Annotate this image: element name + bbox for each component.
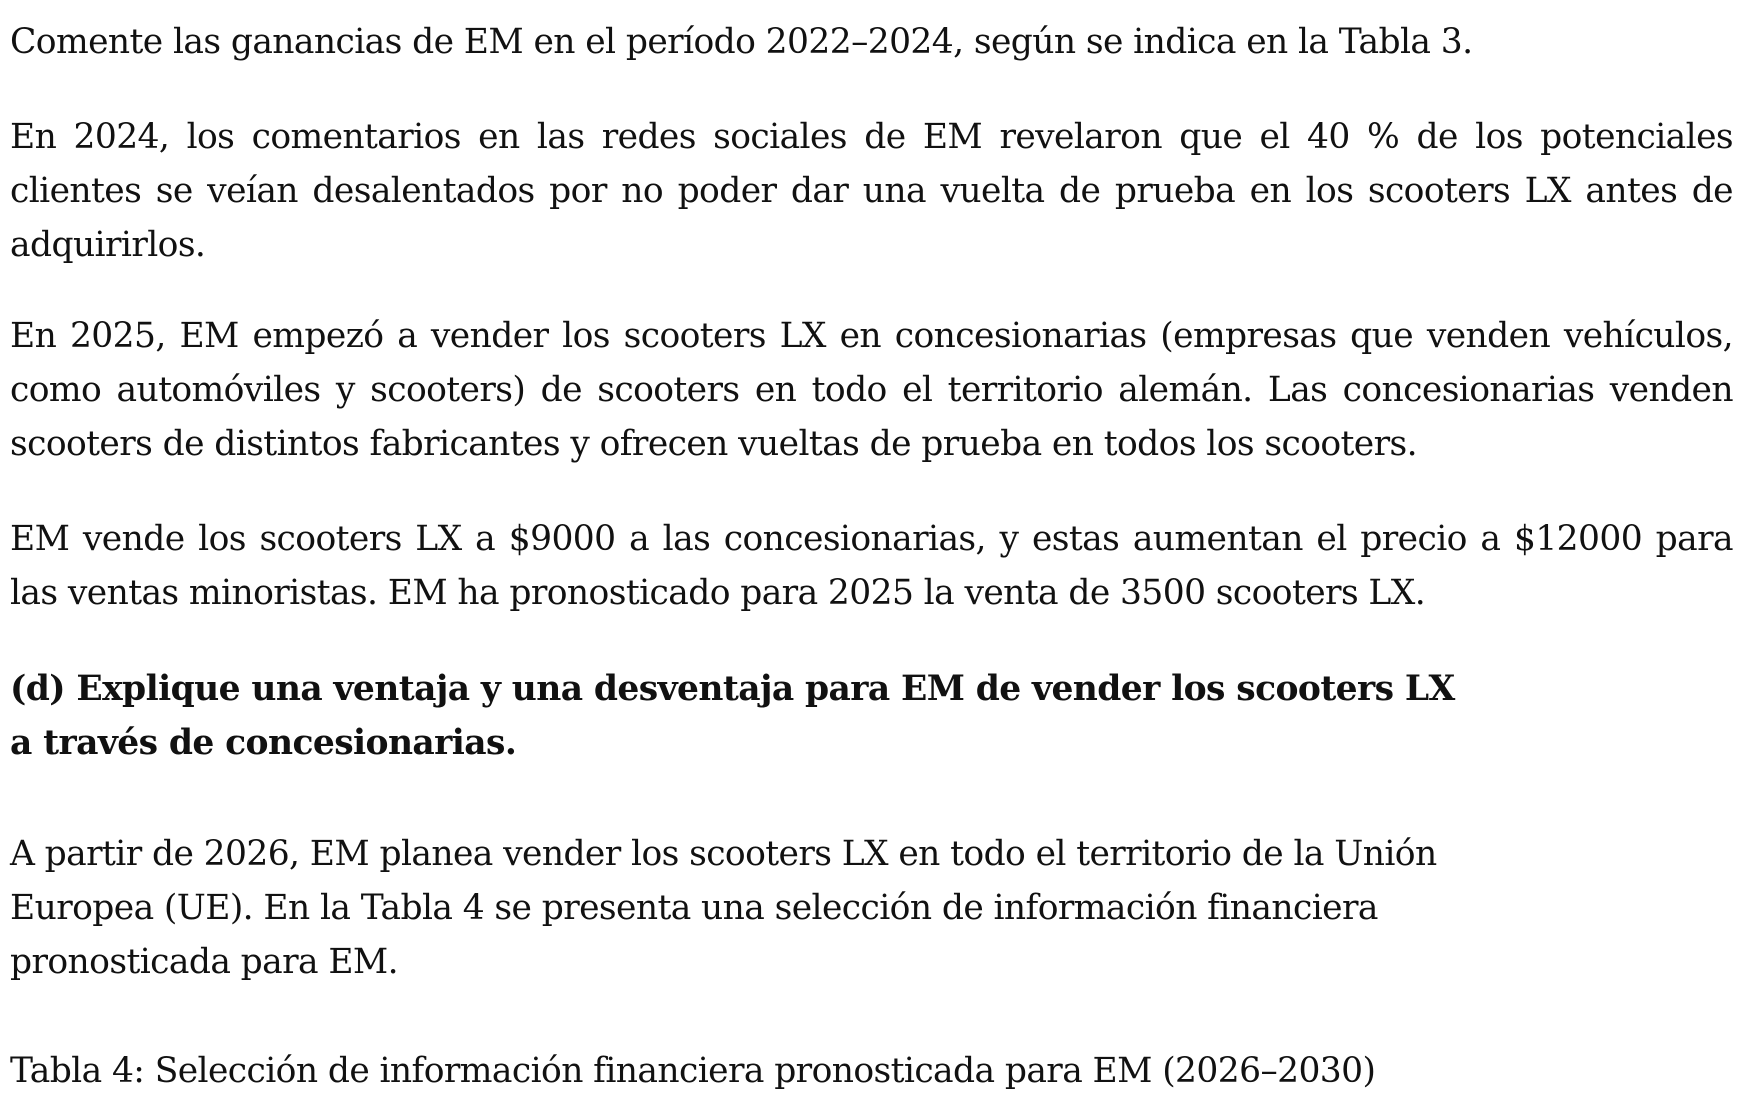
paragraph-eu-expansion: A partir de 2026, EM planea vender los scooters LX en todo el territorio de la Unión Europea (UE). En la Tabla 4 se presenta una selección de información financiera pronosticada para EM.	[10, 834, 1437, 982]
question-d: (d) Explique una ventaja y una desventaja para EM de vender los scooters LX a través de concesionarias.	[10, 669, 1455, 763]
paragraph-dealerships: En 2025, EM empezó a vender los scooters LX en concesionarias (empresas que venden vehículos, como automóviles y scooters) de scooters en todo el territorio alemán. Las concesionarias venden scooters de distintos fabricantes y ofrecen vueltas de prueba en todos los scooters.	[10, 316, 1733, 464]
paragraph-pricing: EM vende los scooters LX a $9000 a las concesionarias, y estas aumentan el precio a $12000 para las ventas minoristas. EM ha pronosticado para 2025 la venta de 3500 scooters LX.	[10, 519, 1733, 613]
intro-line: Comente las ganancias de EM en el período 2022–2024, según se indica en la Tabla 3.	[10, 22, 1473, 62]
table4-caption: Tabla 4: Selección de información financiera pronosticada para EM (2026–2030)	[10, 1051, 1376, 1091]
paragraph-social-media: En 2024, los comentarios en las redes sociales de EM revelaron que el 40 % de los potenciales clientes se veían desalentados por no poder dar una vuelta de prueba en los scooters LX antes de adquirirlos.	[10, 117, 1733, 265]
